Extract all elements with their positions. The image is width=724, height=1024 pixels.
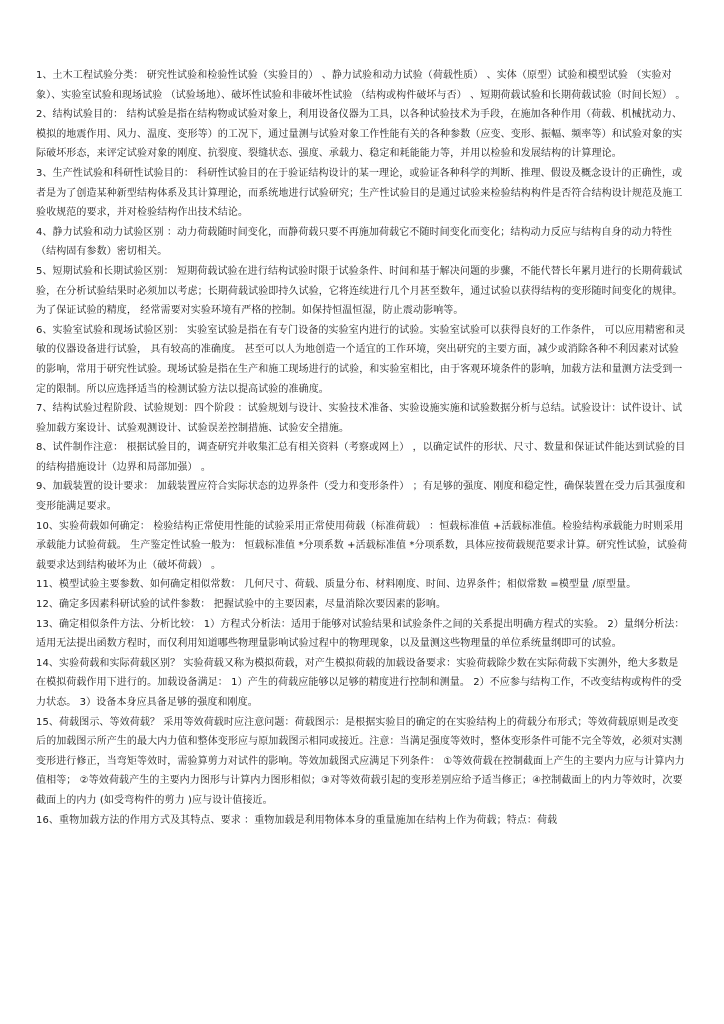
document-page [36,66,688,830]
paragraph-2: 2、结构试验目的： 结构试验是指在结构物或试验对象上，利用设备仪器为工具，以各种试验技术为手段，在施加各种作用（荷载、机械扰动力、模拟的地震作用、风力、温度、变形等）的工况下，通过量测与试验对象工作性能有关的各种参数（应变、变形、振幅、频率等）和试验对象的实际破坏形态，来评定试验对象的刚度、抗裂度、裂缝状态、强度、承载力、稳定和耗能能力等，并用以检验和发展结构的计算理论。 [36,109,683,160]
paragraph-15: 15、荷载图示、等效荷载？ 采用等效荷载时应注意问题：荷载图示：是根据实验目的确定的在实验结构上的荷载分布形式；等效荷载原则是改变后的加载图示所产生的最大内力值和整体变形应与原加载图示相同或接近。注意：当满足强度等效时，整体变形条件可能不完全等效，必须对实测变形进行修正，当弯矩等效时，需验算剪力对试件的影响。等效加载图式应满足下列条件： ①等效荷载在控制截面上产生的主要内力应与计算内力值相等； ②等效荷载产生的主要内力图形与计算内力图形相似；③对等效荷载引起的变形差别应给予适当修正；④控制截面上的内力等效时，次要截面上的内力 (如受弯构件的剪力 )应与设计值接近。 [36,716,685,806]
paragraph-16: 16、重物加载方法的作用方式及其特点、要求 ：重物加载是利用物体本身的重量施加在结构上作为荷载；特点：荷载 [36,814,558,826]
paragraph-11: 11、模型试验主要参数、如何确定相似常数： 几何尺寸、荷载、质量分布、材料刚度、时间、边界条件；相似常数 =模型量 /原型量。 [36,579,637,591]
paragraph-1: 1、土木工程试验分类： 研究性试验和检验性试验（实验目的） 、静力试验和动力试验（荷载性质） 、实体（原型）试验和模型试验 （实验对象）、实验室试验和现场试验 （试验场地）、破坏性试验和非破坏性试验 （结构或构件破坏与否） 、短期荷载试验和长期荷载试验（时间长短） 。 [36,70,686,101]
paragraph-8: 8、试件制作注意： 根据试验目的，调查研究并收集汇总有相关资料（考察或网上） ，以确定试件的形状、尺寸、数量和保证试件能达到试验的目的结构措施设计（边界和局部加强） 。 [36,442,686,473]
paragraph-6: 6、实验室试验和现场试验区别： 实验室试验是指在有专门设备的实验室内进行的试验。实验室试验可以获得良好的工作条件， 可以应用精密和灵敏的仪器设备进行试验， 具有较高的准确度。 甚至可以人为地创造一个适宜的工作环境，突出研究的主要方面，减少或消除各种不利因素对试验的影响，常用于研究性试验。现场试验是指在生产和施工现场进行的试验，和实验室相比，由于客观环境条件的影响，加载方法和量测方法受到一定的限制。所以应选择适当的检测试验方法以提高试验的准确度。 [36,324,686,395]
paragraph-13: 13、确定相似条件方法、分析比较： 1）方程式分析法：适用于能够对试验结果和试验条件之间的关系提出明确方程式的实验。 2）量纲分析法：适用无法提出函数方程时，而仅利用知道哪些物理量影响试验过程中的物理现象，以及量测这些物理量的单位系统量纲即可的试验。 [36,618,685,650]
paragraph-4: 4、静力试验和动力试验区别 ：动力荷载随时间变化，而静荷载只要不再施加荷载它不随时间变化而变化；结构动力反应与结构自身的动力特性（结构固有参数）密切相关。 [36,226,672,258]
paragraph-14: 14、实验荷载和实际荷载区别？ 实验荷载又称为模拟荷载，对产生模拟荷载的加载设备要求：实验荷载除少数在实际荷载下实测外，绝大多数是在模拟荷载作用下进行的。加载设备满足： 1）产生的荷载应能够以足够的精度进行控制和测量。 2）不应参与结构工作，不改变结构或构件的受力状态。 3）设备本身应具备足够的强度和刚度。 [36,657,682,708]
paragraph-5: 5、短期试验和长期试验区别： 短期荷载试验在进行结构试验时限于试验条件、时间和基于解决问题的步骤，不能代替长年累月进行的长期荷载试验，在分析试验结果时必须加以考虑；长期荷载试验即持久试验，它将连续进行几个月甚至数年，通过试验以获得结构的变形随时间变化的规律。 为了保证试验的精度， 经常需要对实验环境有严格的控制。如保持恒温恒湿，防止震动影响等。 [36,265,683,317]
paragraph-3: 3、生产性试验和科研性试验目的： 科研性试验目的在于验证结构设计的某一理论，或验证各种科学的判断、推理、假设及概念设计的正确性，或者是为了创造某种新型结构体系及其计算理论，而系统地进行试验研究；生产性试验目的是通过试验来检验结构构件是否符合结构设计规范及施工验收规范的要求，并对检验结构作出技术结论。 [36,167,683,219]
paragraph-12: 12、确定多因素科研试验的试件参数： 把握试验中的主要因素，尽量消除次要因素的影响。 [36,599,447,611]
paragraph-9: 9、加载装置的设计要求： 加载装置应符合实际状态的边界条件（受力和变形条件） ；有足够的强度、刚度和稳定性，确保装置在受力后其强度和变形能满足要求。 [36,481,686,513]
paragraph-10: 10、实验荷载如何确定： 检验结构正常使用性能的试验采用正常使用荷载（标准荷载） ：恒载标准值 +活载标准值。检验结构承载能力时则采用承载能力试验荷载。 生产鉴定性试验一般为： 恒载标准值 *分项系数 +活载标准值 *分项系数，具体应按荷载规范要求计算。研究性试验，试验荷载要求达到结构破坏为止（破坏荷载） 。 [36,520,688,571]
paragraph-7: 7、结构试验过程阶段、试验规划：四个阶段 ：试验规划与设计、实验技术准备、实验设施实施和试验数据分析与总结。试验设计：试件设计、试验加载方案设计、试验观测设计、试验误差控制措施、试验安全措施。 [36,403,683,434]
